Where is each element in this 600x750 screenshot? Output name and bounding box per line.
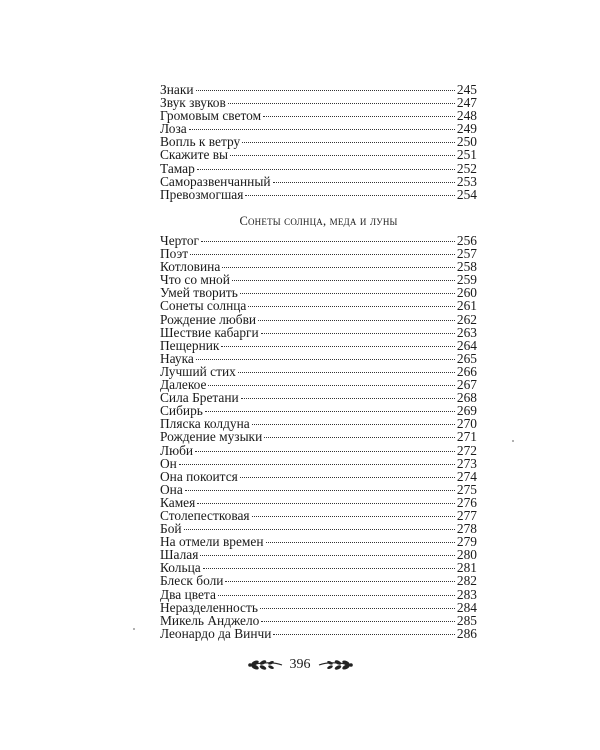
dot-leader <box>222 267 455 268</box>
dot-leader <box>230 155 455 156</box>
toc-entry <box>160 588 477 601</box>
toc-entry-page: 257 <box>456 246 477 262</box>
toc-entry <box>160 313 477 326</box>
toc-entry-page: 254 <box>456 186 477 202</box>
toc-entry <box>160 627 477 640</box>
toc-entry-page: 253 <box>456 173 477 189</box>
toc-entry-title: Превозмогшая <box>160 186 244 202</box>
toc-entry-page: 258 <box>456 259 477 275</box>
toc-entry <box>160 188 477 201</box>
page-footer <box>0 657 600 673</box>
dot-leader <box>260 608 455 609</box>
toc-entry-page: 250 <box>456 134 477 150</box>
toc-entry-page: 265 <box>456 350 477 366</box>
dot-leader <box>242 142 455 143</box>
toc-entry <box>160 175 477 188</box>
dot-leader <box>195 451 455 452</box>
toc-entry <box>160 326 477 339</box>
toc-entry-page: 252 <box>456 160 477 176</box>
dot-leader <box>228 103 455 104</box>
toc-entry-page: 280 <box>456 547 477 563</box>
dot-leader <box>208 385 454 386</box>
leaf-ornament-icon <box>317 658 355 672</box>
toc-entry <box>160 483 477 496</box>
toc-entry-title: Чертог <box>160 233 200 248</box>
toc-entry-page: 269 <box>456 403 477 419</box>
toc-entry-page: 262 <box>456 311 477 327</box>
toc-entry-page: 274 <box>456 468 477 484</box>
toc-entry <box>160 162 477 175</box>
toc-entry-title: Поэт <box>160 246 189 262</box>
dot-leader <box>196 359 455 360</box>
toc-entry-title: Умей творить <box>160 285 238 301</box>
toc-entry-page: 261 <box>456 298 477 314</box>
dot-leader <box>225 581 454 582</box>
toc-entry-title: Наука <box>160 350 194 366</box>
toc-entry <box>160 470 477 483</box>
dot-leader <box>185 490 455 491</box>
toc-entry <box>160 548 477 561</box>
toc-entry <box>160 430 477 443</box>
toc-entry-title: Скажите вы <box>160 147 229 163</box>
toc-entry-title: Саморазвенчанный <box>160 173 271 189</box>
toc-entry-title: Камея <box>160 494 196 510</box>
toc-entry-title: Блеск боли <box>160 573 224 589</box>
toc-entry-title: Она <box>160 481 183 497</box>
dot-leader <box>240 477 455 478</box>
toc-entry-page: 263 <box>456 324 477 340</box>
toc-entry <box>160 444 477 457</box>
dot-leader <box>264 437 455 438</box>
dot-leader <box>200 555 455 556</box>
toc-entry-title: Неразделенность <box>160 599 258 615</box>
toc-entry-title: Сонеты солнца <box>160 298 247 314</box>
dot-leader <box>238 372 455 373</box>
dot-leader <box>241 398 455 399</box>
dot-leader <box>252 424 455 425</box>
toc-entry-page: 264 <box>456 337 477 353</box>
toc-entry-page: 271 <box>456 429 477 445</box>
toc-entry-page: 259 <box>456 272 477 288</box>
toc-entry <box>160 365 477 378</box>
dot-leader <box>197 503 455 504</box>
toc-entry-page: 285 <box>456 612 477 628</box>
toc-entry-page: 276 <box>456 494 477 510</box>
dot-leader <box>189 129 455 130</box>
dot-leader <box>273 634 455 635</box>
toc-entry-page: 281 <box>456 560 477 576</box>
toc-entry-page: 278 <box>456 521 477 537</box>
toc-entry <box>160 496 477 509</box>
toc-entry-title: Он <box>160 455 177 471</box>
dot-leader <box>263 116 455 117</box>
section-heading: Сонеты солнца, меда и луны <box>239 214 398 228</box>
dot-leader <box>273 182 455 183</box>
dot-leader <box>184 529 455 530</box>
dot-leader <box>201 241 455 242</box>
toc-entry-title: Шествие кабарги <box>160 324 259 340</box>
toc-entry-title: Рождение любви <box>160 311 257 327</box>
toc-entry-title: Котловина <box>160 259 221 275</box>
toc-entry-title: Пещерник <box>160 337 220 353</box>
toc-entry-page: 273 <box>456 455 477 471</box>
toc-entry <box>160 457 477 470</box>
toc-entry-page: 266 <box>456 363 477 379</box>
toc-entry <box>160 352 477 365</box>
toc-list-top <box>160 83 477 201</box>
toc-entry-page: 272 <box>456 442 477 458</box>
dot-leader <box>203 568 455 569</box>
toc-entry-title: Бой <box>160 521 182 537</box>
toc-entry <box>160 391 477 404</box>
dot-leader <box>261 621 455 622</box>
toc-entry <box>160 339 477 352</box>
toc-entry-page: 249 <box>456 121 477 137</box>
leaf-ornament-icon <box>246 658 284 672</box>
toc-entry <box>160 299 477 312</box>
toc-entry <box>160 574 477 587</box>
toc-entry-title: Что со мной <box>160 272 230 288</box>
toc-entry-title: Шалая <box>160 547 199 563</box>
dot-leader <box>252 516 455 517</box>
toc-entry-page: 267 <box>456 377 477 393</box>
toc-entry-title: Тамар <box>160 160 195 176</box>
dot-leader <box>261 333 455 334</box>
toc-entry-title: Два цвета <box>160 586 216 602</box>
dot-leader <box>179 464 455 465</box>
toc-entry <box>160 614 477 627</box>
toc-entry-title: Сибирь <box>160 403 203 419</box>
toc-entry-title: Микель Анджело <box>160 612 260 628</box>
dot-leader <box>218 595 455 596</box>
toc-entry-page: 279 <box>456 534 477 550</box>
toc-entry-page: 247 <box>456 95 477 111</box>
toc-entry-title: Громовым светом <box>160 108 262 124</box>
toc-entry-page: 284 <box>456 599 477 615</box>
dot-leader <box>258 320 455 321</box>
toc-entry-page: 251 <box>456 147 477 163</box>
toc-entry-title: Лучший стих <box>160 363 236 379</box>
toc-entry-page: 248 <box>456 108 477 124</box>
dot-leader <box>245 195 454 196</box>
toc-entry-title: Лоза <box>160 121 187 137</box>
toc-entry-page: 256 <box>456 233 477 248</box>
toc-entry-title: Далекое <box>160 377 207 393</box>
toc-entry-page: 286 <box>456 625 477 641</box>
toc-entry-title: Знаки <box>160 82 194 97</box>
toc-entry-title: Она покоится <box>160 468 238 484</box>
toc-entry <box>160 601 477 614</box>
toc-entry-title: Рождение музыки <box>160 429 263 445</box>
toc-entry-page: 245 <box>456 82 477 97</box>
dot-leader <box>266 542 455 543</box>
toc-entry <box>160 234 477 247</box>
toc-entry-title: Сила Бретани <box>160 390 239 406</box>
dot-leader <box>248 306 455 307</box>
toc-entry-page: 277 <box>456 507 477 523</box>
toc-entry-title: Люби <box>160 442 194 458</box>
toc-entry-title: Леонардо да Винчи <box>160 625 272 641</box>
toc-entry-title: Столепестковая <box>160 507 250 523</box>
dot-leader <box>205 411 455 412</box>
paper-speck <box>512 440 514 442</box>
dot-leader <box>196 90 455 91</box>
toc-entry <box>160 535 477 548</box>
dot-leader <box>197 169 455 170</box>
toc-entry-page: 260 <box>456 285 477 301</box>
paper-speck <box>133 628 135 630</box>
dot-leader <box>240 293 455 294</box>
toc-entry-page: 270 <box>456 416 477 432</box>
toc-entry-title: Кольца <box>160 560 201 576</box>
toc-entry-page: 268 <box>456 390 477 406</box>
page-number: 396 <box>289 657 311 672</box>
toc-entry <box>160 509 477 522</box>
toc-entry-title: Вопль к ветру <box>160 134 241 150</box>
dot-leader <box>221 346 455 347</box>
toc-entry <box>160 109 477 122</box>
toc-entry-title: Звук звуков <box>160 95 226 111</box>
toc-entry <box>160 148 477 161</box>
toc-entry-page: 283 <box>456 586 477 602</box>
dot-leader <box>190 254 455 255</box>
toc-entry-title: Пляска колдуна <box>160 416 250 432</box>
toc-entry-title: На отмели времен <box>160 534 264 550</box>
toc-entry-page: 275 <box>456 481 477 497</box>
toc-entry-page: 282 <box>456 573 477 589</box>
dot-leader <box>232 280 455 281</box>
toc-list-sonnets <box>160 234 477 640</box>
